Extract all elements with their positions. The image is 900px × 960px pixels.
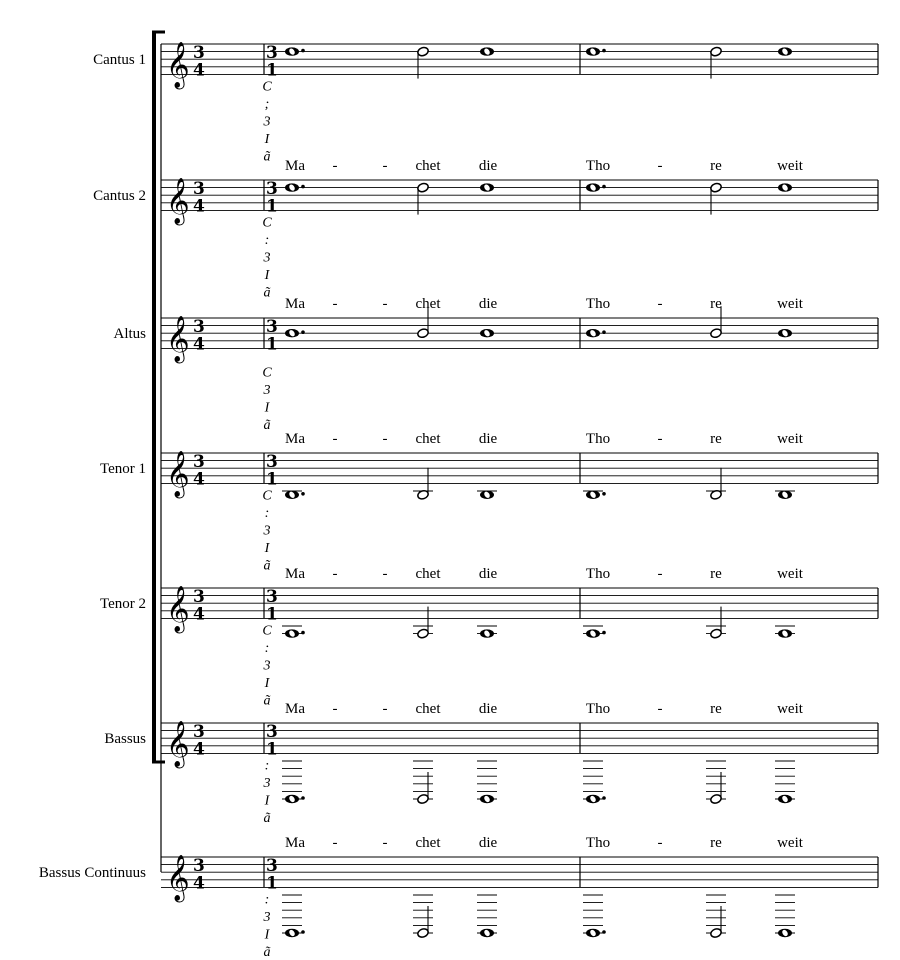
augmentation-dot — [602, 796, 606, 800]
note-half — [417, 182, 430, 214]
note-whole — [477, 626, 497, 638]
note-dotted-half — [583, 626, 606, 638]
figure-symbol: ã — [263, 149, 271, 165]
note-half — [413, 761, 433, 804]
figure-symbol: : — [264, 758, 270, 774]
figure-symbol: ã — [263, 558, 271, 574]
figure-symbol: : — [264, 505, 270, 521]
treble-clef-icon: 𝄞 — [166, 854, 190, 901]
figure-symbol: : — [264, 232, 270, 248]
figures-column — [262, 365, 272, 433]
time-signature-denominator: 4 — [193, 60, 205, 81]
lyric-syllable: die — [478, 835, 498, 851]
augmentation-dot — [602, 492, 606, 496]
instrument-name: Bassus Continuus — [38, 865, 146, 882]
lyric-syllable: Ma — [285, 566, 305, 582]
figure-symbol: I — [264, 540, 270, 556]
instrument-name: Tenor 1 — [99, 461, 146, 478]
lyric-syllable: die — [478, 158, 498, 174]
lyric-syllable: chet — [415, 158, 441, 174]
note-dotted-half — [282, 491, 305, 499]
treble-clef-icon: 𝄞 — [166, 585, 190, 632]
augmentation-dot — [602, 49, 606, 53]
note-whole — [477, 491, 497, 499]
figure-symbol: 3 — [263, 523, 271, 539]
lyrics-line — [285, 431, 804, 447]
note-half — [413, 468, 433, 500]
figure-symbol: C — [262, 79, 272, 95]
notehead — [417, 794, 430, 805]
note-whole — [775, 895, 795, 937]
lyric-syllable: chet — [415, 431, 441, 447]
figure-symbol: C — [262, 215, 272, 231]
lyric-hyphen: - — [382, 701, 388, 717]
lyric-hyphen: - — [382, 566, 388, 582]
note-whole — [778, 183, 792, 191]
mensuration-denominator: 1 — [266, 469, 278, 490]
lyrics-line — [285, 701, 804, 717]
augmentation-dot — [301, 185, 305, 189]
lyrics-line — [285, 835, 804, 851]
note-dotted-half — [282, 626, 305, 638]
time-signature-numerator: 3 — [193, 452, 205, 473]
note-whole — [778, 47, 792, 55]
lyric-syllable: Ma — [285, 158, 305, 174]
figures-column — [263, 892, 271, 960]
lyric-syllable: weit — [777, 566, 803, 582]
figure-symbol: ã — [263, 810, 271, 826]
figure-symbol: I — [264, 400, 270, 416]
note-half — [706, 607, 726, 639]
lyric-syllable: re — [710, 296, 722, 312]
augmentation-dot — [602, 930, 606, 934]
lyric-hyphen: - — [332, 158, 338, 174]
figure-symbol: C — [262, 488, 272, 504]
note-dotted-half — [282, 895, 305, 937]
lyric-syllable: weit — [777, 701, 803, 717]
notehead — [710, 46, 723, 57]
mensuration-denominator: 1 — [266, 196, 278, 217]
note-dotted-half — [583, 761, 606, 803]
figures-column — [262, 488, 272, 573]
staff-bassus-continuus — [39, 855, 878, 960]
lyric-syllable: Tho — [585, 431, 611, 447]
figure-symbol: ; — [264, 96, 270, 112]
note-half — [706, 761, 726, 804]
figure-symbol: ã — [263, 285, 271, 301]
augmentation-dot — [301, 330, 305, 334]
lyric-hyphen: - — [382, 158, 388, 174]
staff-bracket — [152, 32, 165, 762]
notehead — [710, 328, 723, 339]
notehead — [417, 46, 430, 57]
mensuration-denominator: 1 — [266, 873, 278, 894]
lyric-hyphen: - — [657, 158, 663, 174]
lyric-syllable: chet — [415, 835, 441, 851]
staff-bassus — [104, 721, 878, 851]
lyric-syllable: chet — [415, 296, 441, 312]
note-half — [710, 46, 723, 78]
note-dotted-half — [285, 47, 305, 55]
lyric-syllable: re — [710, 158, 722, 174]
time-signature-denominator: 4 — [193, 196, 205, 217]
mensuration-numerator: 3 — [266, 179, 278, 200]
staff-tenor-1 — [100, 451, 878, 582]
lyric-syllable: Tho — [585, 701, 611, 717]
note-whole — [775, 761, 795, 803]
figure-symbol: I — [264, 131, 270, 147]
time-signature-numerator: 3 — [193, 317, 205, 338]
note-half — [417, 46, 430, 78]
note-half — [413, 895, 433, 938]
time-signature-numerator: 3 — [193, 856, 205, 877]
note-dotted-half — [583, 895, 606, 937]
lyric-hyphen: - — [657, 431, 663, 447]
mensuration-numerator: 3 — [266, 856, 278, 877]
notehead — [417, 928, 430, 939]
augmentation-dot — [301, 492, 305, 496]
lyric-syllable: die — [478, 431, 498, 447]
lyric-hyphen: - — [332, 701, 338, 717]
lyric-hyphen: - — [382, 431, 388, 447]
lyric-syllable: Tho — [585, 566, 611, 582]
lyric-syllable: Tho — [585, 158, 611, 174]
notehead — [417, 182, 430, 193]
note-dotted-half — [583, 491, 606, 499]
time-signature-numerator: 3 — [193, 179, 205, 200]
note-whole — [480, 183, 494, 191]
lyric-syllable: die — [478, 296, 498, 312]
instrument-name: Bassus — [104, 731, 146, 748]
note-dotted-half — [586, 183, 606, 191]
lyric-syllable: Ma — [285, 431, 305, 447]
mensuration-numerator: 3 — [266, 317, 278, 338]
time-signature-numerator: 3 — [193, 722, 205, 743]
figure-symbol: C — [262, 623, 272, 639]
augmentation-dot — [301, 930, 305, 934]
instrument-name: Cantus 2 — [93, 188, 146, 205]
lyric-syllable: die — [478, 566, 498, 582]
figure-symbol: 3 — [263, 775, 271, 791]
time-signature-denominator: 4 — [193, 334, 205, 355]
treble-clef-icon: 𝄞 — [166, 177, 190, 224]
staff-cantus-2 — [93, 178, 878, 312]
note-whole — [775, 491, 795, 499]
lyrics-line — [285, 296, 804, 312]
lyric-syllable: Ma — [285, 835, 305, 851]
figures-column — [262, 79, 272, 164]
note-whole — [477, 761, 497, 803]
note-half — [413, 607, 433, 639]
augmentation-dot — [602, 330, 606, 334]
notehead — [710, 182, 723, 193]
augmentation-dot — [602, 185, 606, 189]
treble-clef-icon: 𝄞 — [166, 41, 190, 88]
augmentation-dot — [301, 631, 305, 635]
lyric-hyphen: - — [332, 431, 338, 447]
figures-column — [262, 623, 272, 708]
lyric-syllable: weit — [777, 296, 803, 312]
treble-clef-icon: 𝄞 — [166, 315, 190, 362]
treble-clef-icon: 𝄞 — [166, 450, 190, 497]
figure-symbol: I — [264, 927, 270, 943]
figure-symbol: 3 — [263, 382, 271, 398]
lyric-hyphen: - — [657, 296, 663, 312]
note-whole — [775, 626, 795, 638]
note-dotted-half — [282, 761, 305, 803]
notehead — [710, 928, 723, 939]
augmentation-dot — [301, 796, 305, 800]
mensuration-numerator: 3 — [266, 722, 278, 743]
figure-symbol: I — [264, 793, 270, 809]
figure-symbol: I — [264, 267, 270, 283]
note-dotted-half — [285, 183, 305, 191]
figure-symbol: 3 — [263, 250, 271, 266]
lyric-hyphen: - — [657, 835, 663, 851]
augmentation-dot — [301, 49, 305, 53]
figure-symbol: ã — [263, 417, 271, 433]
figure-symbol: 3 — [263, 909, 271, 925]
time-signature-denominator: 4 — [193, 739, 205, 760]
figure-symbol: 3 — [263, 114, 271, 130]
lyric-syllable: Ma — [285, 296, 305, 312]
note-whole — [480, 47, 494, 55]
time-signature-denominator: 4 — [193, 604, 205, 625]
lyric-syllable: weit — [777, 835, 803, 851]
lyric-syllable: re — [710, 835, 722, 851]
figure-symbol: ã — [263, 944, 271, 960]
figure-symbol: : — [264, 640, 270, 656]
notehead — [710, 794, 723, 805]
time-signature-numerator: 3 — [193, 43, 205, 64]
instrument-name: Cantus 1 — [93, 52, 146, 69]
lyrics-line — [285, 158, 804, 174]
mensuration-denominator: 1 — [266, 739, 278, 760]
lyric-syllable: re — [710, 431, 722, 447]
figures-column — [262, 215, 272, 300]
lyric-hyphen: - — [382, 835, 388, 851]
note-dotted-half — [285, 329, 305, 337]
instrument-name: Tenor 2 — [99, 596, 146, 613]
lyric-hyphen: - — [657, 566, 663, 582]
lyric-hyphen: - — [332, 296, 338, 312]
note-half — [706, 468, 726, 500]
lyric-hyphen: - — [332, 835, 338, 851]
figure-symbol: C — [262, 365, 272, 381]
mensuration-denominator: 1 — [266, 60, 278, 81]
lyric-syllable: Ma — [285, 701, 305, 717]
figure-symbol: : — [264, 892, 270, 908]
lyric-syllable: weit — [777, 431, 803, 447]
lyric-hyphen: - — [657, 701, 663, 717]
lyrics-line — [285, 566, 804, 582]
note-dotted-half — [586, 329, 606, 337]
figure-symbol: ã — [263, 693, 271, 709]
figure-symbol: I — [264, 675, 270, 691]
time-signature-denominator: 4 — [193, 873, 205, 894]
note-whole — [477, 895, 497, 937]
figures-column — [263, 758, 271, 826]
mensuration-numerator: 3 — [266, 43, 278, 64]
mensuration-numerator: 3 — [266, 452, 278, 473]
lyric-syllable: die — [478, 701, 498, 717]
mensuration-denominator: 1 — [266, 334, 278, 355]
lyric-syllable: re — [710, 566, 722, 582]
note-whole — [778, 329, 792, 337]
instrument-name: Altus — [113, 326, 146, 343]
figure-symbol: 3 — [263, 658, 271, 674]
note-whole — [480, 329, 494, 337]
lyric-hyphen: - — [332, 566, 338, 582]
staff-altus — [113, 306, 878, 447]
notehead — [417, 628, 430, 639]
lyric-hyphen: - — [382, 296, 388, 312]
notehead — [417, 328, 430, 339]
staff-cantus-1 — [93, 42, 878, 174]
note-half — [710, 182, 723, 214]
note-dotted-half — [586, 47, 606, 55]
lyric-syllable: chet — [415, 566, 441, 582]
treble-clef-icon: 𝄞 — [166, 720, 190, 767]
lyric-syllable: re — [710, 701, 722, 717]
staff-tenor-2 — [100, 586, 878, 717]
note-half — [706, 895, 726, 938]
lyric-syllable: Tho — [585, 835, 611, 851]
mensuration-denominator: 1 — [266, 604, 278, 625]
lyric-syllable: weit — [777, 158, 803, 174]
lyric-syllable: chet — [415, 701, 441, 717]
lyric-syllable: Tho — [585, 296, 611, 312]
augmentation-dot — [602, 631, 606, 635]
notehead — [710, 628, 723, 639]
mensuration-numerator: 3 — [266, 587, 278, 608]
time-signature-numerator: 3 — [193, 587, 205, 608]
time-signature-denominator: 4 — [193, 469, 205, 490]
